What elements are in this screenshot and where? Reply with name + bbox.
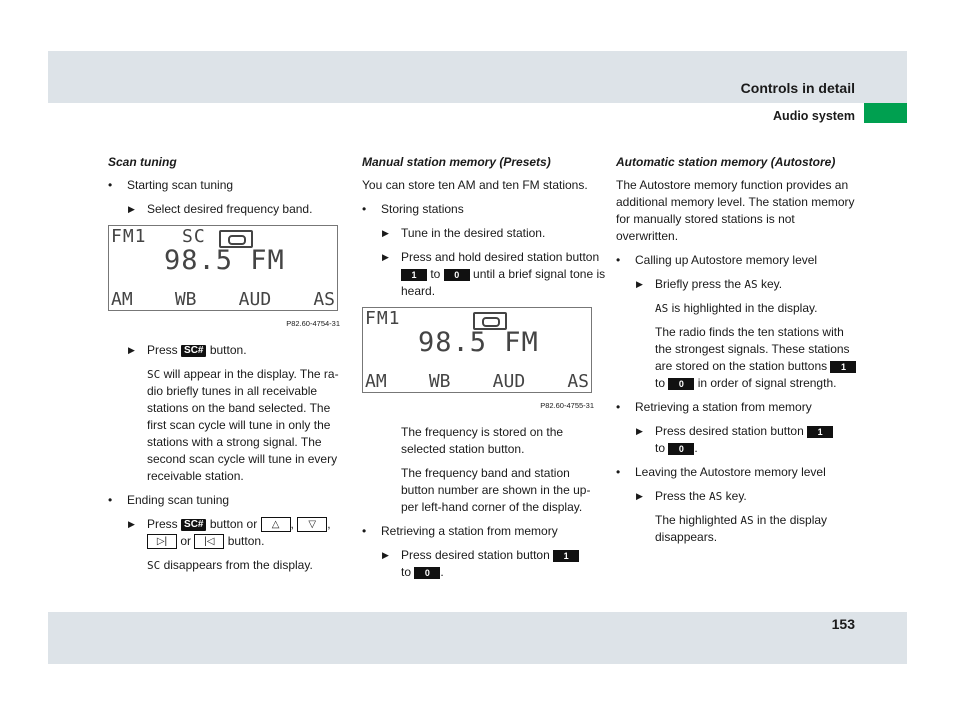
lcd-line1: FM1 SC bbox=[111, 226, 206, 247]
arrow-icon: ▶ bbox=[382, 228, 389, 238]
step-press-sc: ▶ Press SC# button. bbox=[128, 343, 247, 357]
arrow-icon: ▶ bbox=[636, 491, 643, 501]
station-key-1: 1 bbox=[553, 550, 579, 562]
lcd-display-scan bbox=[108, 225, 338, 311]
sc-key: SC# bbox=[181, 519, 206, 531]
bullet-start-scan: • Starting scan tuning bbox=[108, 177, 352, 194]
seek-forward-icon: ▷| bbox=[147, 534, 177, 549]
column-scan-tuning bbox=[108, 154, 352, 581]
station-key-1: 1 bbox=[807, 426, 833, 438]
heading-scan-tuning: Scan tuning bbox=[108, 155, 177, 169]
as-disappears: The highlighted AS in the display disappears. bbox=[655, 513, 828, 544]
column-autostore bbox=[616, 154, 860, 553]
arrow-icon: ▶ bbox=[382, 252, 389, 262]
section-title: Controls in detail bbox=[740, 80, 855, 96]
heading-autostore: Automatic station memory (Autostore) bbox=[616, 155, 836, 169]
arrow-icon: ▶ bbox=[128, 204, 135, 214]
sc-key: SC# bbox=[181, 345, 206, 357]
lcd-frequency: 98.5 FM bbox=[164, 245, 285, 276]
step-tune: ▶ Tune in the desired station. bbox=[382, 226, 546, 240]
autostore-explanation: The radio finds the ten stations with the strongest signals. These stations are stored on the station buttons 1 to 0 in order of signal strength. bbox=[616, 324, 860, 392]
stored-note: The frequency is stored on the selected station button. bbox=[401, 425, 564, 456]
arrow-icon: ▶ bbox=[636, 426, 643, 436]
lcd-frequency: 98.5 FM bbox=[418, 327, 539, 358]
step-end-scan: ▶ Press SC# button or △ , ▽ , ▷| or |◁ button. bbox=[128, 517, 331, 548]
bullet-leaving: • Leaving the Autostore memory level bbox=[616, 464, 860, 481]
page-number: 153 bbox=[831, 616, 855, 632]
station-key-1: 1 bbox=[830, 361, 856, 373]
step-press-station: ▶ Press desired station button 1 to 0 . bbox=[616, 423, 860, 457]
station-key-0: 0 bbox=[444, 269, 470, 281]
bullet-storing: • Storing stations bbox=[362, 201, 606, 218]
down-triangle-icon: ▽ bbox=[297, 517, 327, 532]
lcd-display-presets bbox=[362, 307, 592, 393]
station-key-1: 1 bbox=[401, 269, 427, 281]
station-key-0: 0 bbox=[668, 443, 694, 455]
step-press-as-leave: ▶ Press the AS key. bbox=[636, 489, 747, 503]
bullet-retrieving: • Retrieving a station from memory bbox=[616, 399, 860, 416]
station-key-0: 0 bbox=[668, 378, 694, 390]
step-hold-button: ▶ Press and hold desired station button 1 to 0 until a brief signal tone is heard. bbox=[382, 250, 606, 298]
step-press-as: ▶ Briefly press the AS key. bbox=[636, 277, 783, 291]
step-select-band: ▶ Select desired frequency band. bbox=[128, 202, 313, 216]
sc-disappears: SC disappears from the display. bbox=[147, 558, 313, 572]
figure-ref: P82.60-4755-31 bbox=[540, 401, 594, 410]
footer-band bbox=[48, 612, 907, 664]
sc-explanation: SC will appear in the display. The ra-dio briefly tunes in all receivable stations on the band selected. The first scan cycle will tune in only the stations with a strong signal. The second scan cycle will tune in every receivable station. bbox=[147, 367, 339, 483]
column-presets bbox=[362, 154, 606, 588]
station-key-0: 0 bbox=[414, 567, 440, 579]
bullet-retrieving: • Retrieving a station from memory bbox=[362, 523, 606, 540]
arrow-icon: ▶ bbox=[128, 345, 135, 355]
band-note: The frequency band and station button number are shown in the up-per left-hand corner of the display. bbox=[401, 466, 591, 514]
autostore-intro: The Autostore memory function provides an additional memory level. The station memory for manually stored stations is not overwritten. bbox=[616, 178, 855, 243]
figure-ref: P82.60-4754-31 bbox=[286, 319, 340, 328]
arrow-icon: ▶ bbox=[636, 279, 643, 289]
bullet-end-scan: • Ending scan tuning bbox=[108, 492, 352, 509]
arrow-icon: ▶ bbox=[128, 519, 135, 529]
presets-intro: You can store ten AM and ten FM stations. bbox=[362, 178, 588, 192]
bullet-calling-up: • Calling up Autostore memory level bbox=[616, 252, 860, 269]
subsection-title: Audio system bbox=[773, 109, 855, 123]
lcd-bottom-row: AM WB AUD AS bbox=[365, 371, 589, 392]
section-tab-marker bbox=[864, 103, 907, 123]
as-highlighted: AS is highlighted in the display. bbox=[655, 301, 818, 315]
lcd-line1: FM1 bbox=[365, 308, 401, 329]
up-triangle-icon: △ bbox=[261, 517, 291, 532]
seek-back-icon: |◁ bbox=[194, 534, 224, 549]
heading-presets: Manual station memory (Presets) bbox=[362, 155, 551, 169]
step-press-station: ▶ Press desired station button 1 to 0 . bbox=[362, 547, 606, 581]
arrow-icon: ▶ bbox=[382, 550, 389, 560]
lcd-bottom-row: AM WB AUD AS bbox=[111, 289, 335, 310]
